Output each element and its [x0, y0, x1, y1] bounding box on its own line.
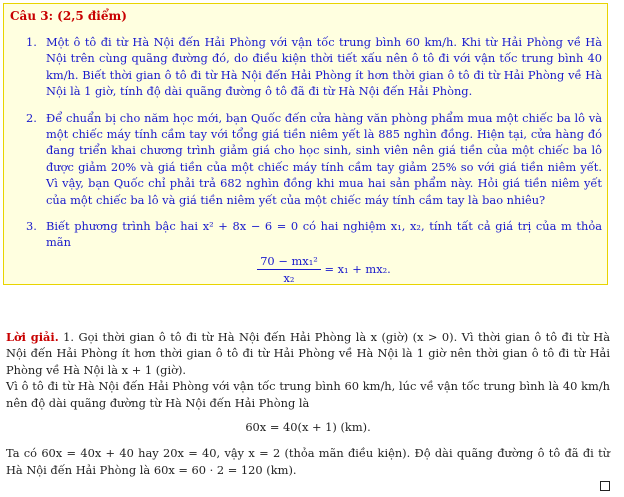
question-list	[26, 34, 602, 297]
item-number: 1.	[26, 35, 37, 49]
item-text: Một ô tô đi từ Hà Nội đến Hải Phòng với vận tốc trung bình 60 km/h. Khi từ Hải Phòng về Hà Nội trên cùng quãng đường đó, do điều kiện thời tiết xấu nên ô tô đi với vận tốc trung bình 40 km/h. Biết thời gian ô tô đi từ Hà Nội đến Hải Phòng ít hơn thời gian ô tô đi từ Hải Phòng về Hà Nội là 1 giờ, tính độ dài quãng đường ô tô đã đi từ Hà Nội đến Hải Phòng.	[46, 35, 602, 99]
item-text: Để chuẩn bị cho năm học mới, bạn Quốc đến cửa hàng văn phòng phẩm mua một chiếc ba lô và một chiếc máy tính cầm tay với tổng giá tiền niêm yết là 885 nghìn đồng. Hiện tại, cửa hàng đó đang triển khai chương trình giảm giá cho học sinh, sinh viên nên giá tiền của một chiếc ba lô được giảm 20% và giá tiền của một chiếc máy tính cầm tay giảm 25% so với giá tiền niêm yết. Vì vậy, bạn Quốc chỉ phải trả 682 nghìn đồng khi mua hai sản phẩm này. Hỏi giá tiền niêm yết của một chiếc ba lô và giá tiền niêm yết của một chiếc máy tính cầm tay là bao nhiêu?	[46, 110, 602, 207]
solution-equation: 60x = 40(x + 1) (km).	[245, 420, 371, 435]
solution	[6, 329, 610, 478]
qed-square-icon	[600, 481, 610, 491]
question-item	[26, 110, 602, 208]
item-body	[46, 218, 602, 287]
solution-label: Lời giải.	[6, 330, 59, 344]
formula-rhs: = x₁ + mx₂.	[324, 261, 391, 276]
item-text: Biết phương trình bậc hai x² + 8x − 6 = 0 có hai nghiệm x₁, x₂, tính tất cả giá trị của m thỏa mãn	[46, 219, 602, 250]
question-item	[26, 218, 602, 287]
solution-paragraph-2: Vì ô tô đi từ Hà Nội đến Hải Phòng với vận tốc trung bình 60 km/h, lúc về vận tốc trung bình là 40 km/h nên độ dài quãng đường từ Hà Nội đến Hải Phòng là	[6, 379, 610, 410]
solution-text: 1. Gọi thời gian ô tô đi từ Hà Nội đến Hải Phòng là x (giờ) (x > 0). Vì thời gian ô tô đi từ Hà Nội đến Hải Phòng ít hơn thời gian ô tô đi từ Hải Phòng về Hà Nội là 1 giờ nên thời gian ô tô đi từ Hải Phòng về Hà Nội là x + 1 (giờ).	[6, 330, 610, 377]
item-number: 3.	[26, 219, 37, 234]
formula	[46, 253, 602, 287]
question-box	[3, 3, 608, 285]
item-number: 2.	[26, 110, 37, 125]
solution-paragraph-3: Ta có 60x = 40x + 40 hay 20x = 40, vậy x = 2 (thỏa mãn điều kiện). Độ dài quãng đường ô tô đã đi từ Hà Nội đến Hải Phòng là 60x = 60 · 2 = 120 (km).	[6, 446, 610, 477]
fraction	[257, 253, 321, 287]
question-item	[26, 34, 602, 100]
fraction-denominator: x₂	[283, 271, 295, 286]
question-heading: Câu 3: (2,5 điểm)	[10, 9, 127, 23]
fraction-numerator: 70 − mx₁²	[257, 253, 321, 270]
solution-paragraph-1	[6, 329, 610, 378]
